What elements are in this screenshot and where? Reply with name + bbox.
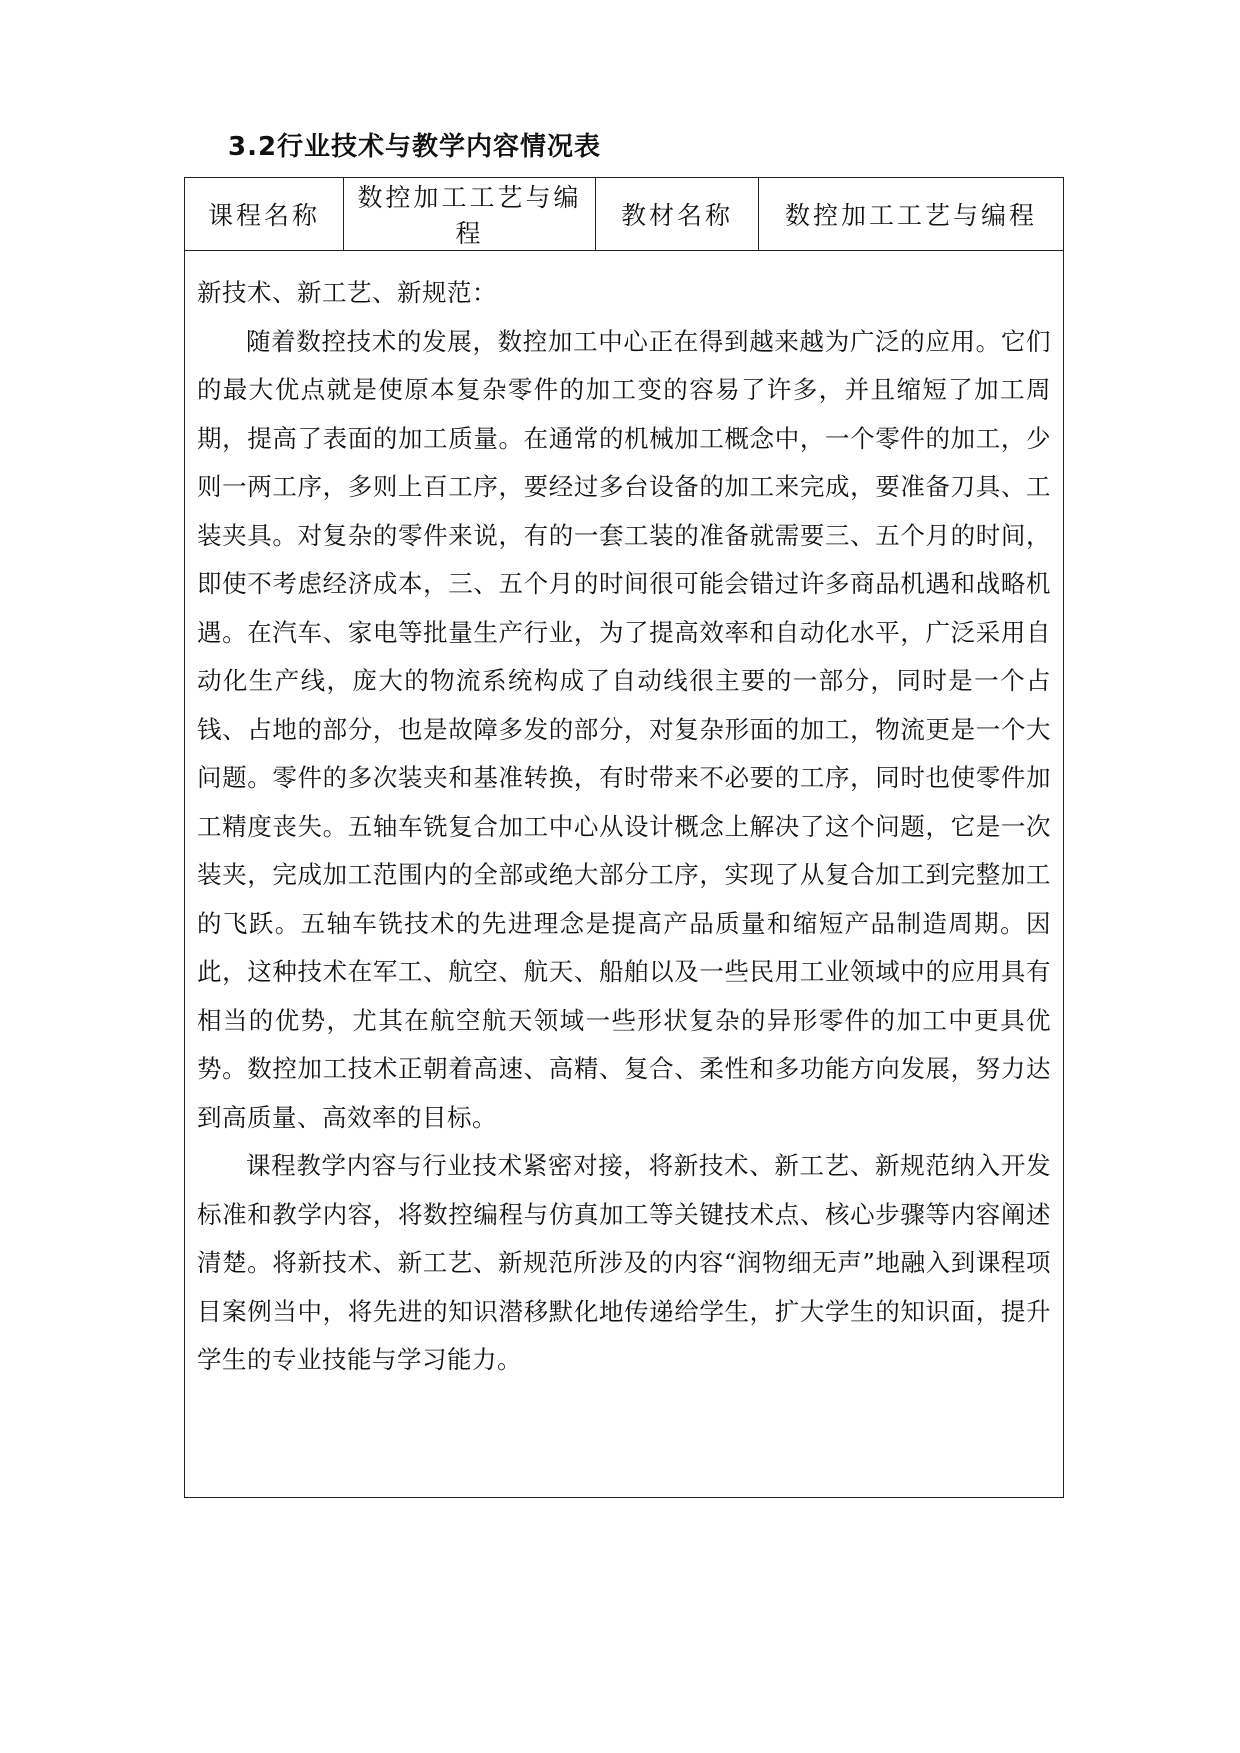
content-cell — [185, 251, 1064, 1498]
table-header-row — [185, 178, 1064, 251]
content-paragraph-2: 课程教学内容与行业技术紧密对接，将新技术、新工艺、新规范纳入开发标准和教学内容，将数控编程与仿真加工等关键技术点、核心步骤等内容阐述清楚。将新技术、新工艺、新规范所涉及的内容“润物细无声”地融入到课程项目案例当中，将先进的知识潜移默化地传递给学生，扩大学生的知识面，提升学生的专业技能与学习能力。 — [197, 1151, 1051, 1374]
course-name-value: 数控加工工艺与编程 — [344, 178, 596, 251]
section-title: 3.2行业技术与教学内容情况表 — [228, 132, 602, 162]
content-body — [185, 251, 1063, 1385]
course-name-label: 课程名称 — [185, 178, 344, 251]
textbook-name-label: 教材名称 — [596, 178, 759, 251]
course-info-table — [184, 177, 1064, 1498]
content-row — [185, 251, 1064, 1498]
textbook-name-value: 数控加工工艺与编程 — [759, 178, 1064, 251]
content-paragraph-1: 随着数控技术的发展，数控加工中心正在得到越来越为广泛的应用。它们的最大优点就是使原本复杂零件的加工变的容易了许多，并且缩短了加工周期，提高了表面的加工质量。在通常的机械加工概念中，一个零件的加工，少则一两工序，多则上百工序，要经过多台设备的加工来完成，要准备刀具、工装夹具。对复杂的零件来说，有的一套工装的准备就需要三、五个月的时间，即使不考虑经济成本，三、五个月的时间很可能会错过许多商品机遇和战略机遇。在汽车、家电等批量生产行业，为了提高效率和自动化水平，广泛采用自动化生产线，庞大的物流系统构成了自动线很主要的一部分，同时是一个占钱、占地的部分，也是故障多发的部分，对复杂形面的加工，物流更是一个大问题。零件的多次装夹和基准转换，有时带来不必要的工序，同时也使零件加工精度丧失。五轴车铣复合加工中心从设计概念上解决了这个问题，它是一次装夹，完成加工范围内的全部或绝大部分工序，实现了从复合加工到完整加工的飞跃。五轴车铣技术的先进理念是提高产品质量和缩短产品制造周期。因此，这种技术在军工、航空、航天、船舶以及一些民用工业领域中的应用具有相当的优势，尤其在航空航天领域一些形状复杂的异形零件的加工中更具优势。数控加工技术正朝着高速、高精、复合、柔性和多功能方向发展，努力达到高质量、高效率的目标。 — [197, 326, 1051, 1132]
content-heading: 新技术、新工艺、新规范： — [197, 278, 497, 307]
